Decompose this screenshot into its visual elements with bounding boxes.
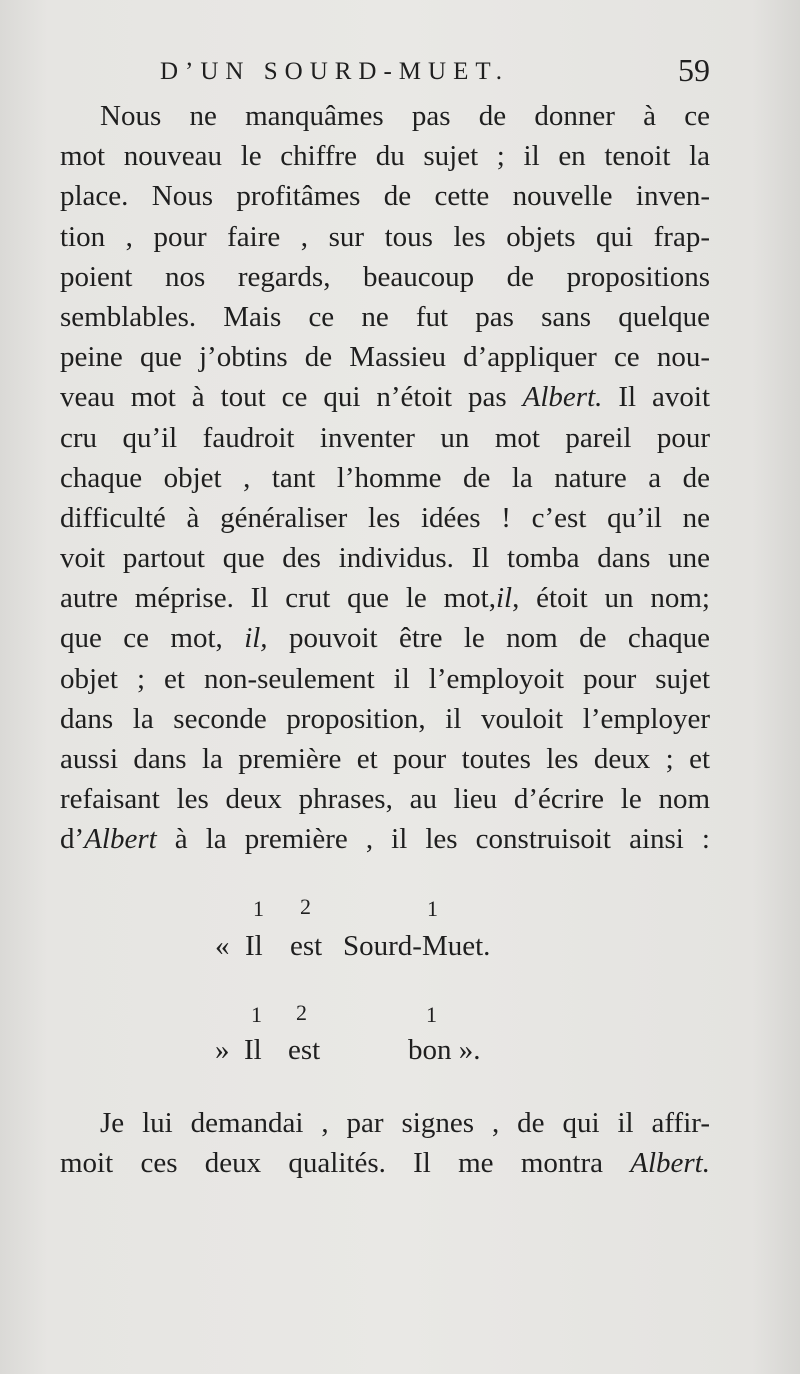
text-span: , étoit un nom; [512, 582, 710, 615]
text-line: cru qu’il faudroit inventer un mot pareil pour [60, 421, 710, 454]
text-line: peine que j’obtins de Massieu d’appliquer ce nou- [60, 341, 710, 374]
text-line [60, 819, 710, 859]
text-line [60, 1143, 710, 1183]
text-line: mot nouveau le chiffre du sujet ; il en tenoit la [60, 140, 710, 173]
paragraph-2 [60, 1103, 710, 1183]
example-word: bon ». [408, 1034, 481, 1066]
running-head [60, 52, 710, 92]
running-title: D’UN SOURD-MUET. [160, 58, 510, 85]
example-sentence-2 [60, 998, 710, 1078]
text-line [60, 578, 710, 618]
word-index: 1 [426, 1002, 437, 1027]
example-word: est [288, 1034, 321, 1066]
word-index: 1 [251, 1002, 262, 1027]
text-line: Nous ne manquâmes pas de donner à ce [100, 100, 710, 132]
text-line: objet ; et non-seulement il l’employoit pour sujet [60, 662, 710, 695]
example-word: Il [244, 1034, 262, 1066]
example-word: Il [245, 930, 263, 962]
page-number: 59 [678, 52, 710, 88]
close-quote: » [215, 1034, 230, 1066]
text-line: place. Nous profitâmes de cette nouvelle inven- [60, 180, 710, 213]
text-line: dans la seconde proposition, il vouloit l’employer [60, 702, 710, 735]
text-line: poient nos regards, beaucoup de propositions [60, 260, 710, 293]
text-line: voit partout que des individus. Il tomba dans une [60, 542, 710, 575]
italic-name: Albert. [630, 1147, 710, 1180]
text-span: pouvoit être le nom de chaque [288, 622, 711, 655]
text-line: difficulté à généraliser les idées ! c’est qu’il ne [60, 501, 710, 534]
word-index: 2 [296, 1000, 307, 1025]
text-line [60, 618, 710, 658]
italic-name: Albert [84, 823, 157, 856]
text-line: Je lui demandai , par signes , de qui il affir- [100, 1107, 710, 1139]
text-span: veau mot à tout ce qui n’étoit pas [60, 381, 507, 414]
text-line: tion , pour faire , sur tous les objets qui frap- [60, 220, 710, 253]
text-line: chaque objet , tant l’homme de la nature a de [60, 461, 710, 494]
paragraph-1 [60, 96, 710, 860]
text-span: autre méprise. Il crut que le mot, [60, 582, 496, 615]
text-line: refaisant les deux phrases, au lieu d’écrire le nom [60, 783, 710, 816]
italic-name: Albert. [522, 381, 603, 414]
italic-word: il, [244, 622, 268, 655]
example-word: est [290, 930, 323, 962]
text-span: d’ [60, 823, 85, 856]
word-index: 1 [253, 896, 264, 921]
italic-word: il [495, 582, 513, 615]
text-span: à la première , il les construisoit ainsi : [156, 823, 710, 856]
text-line [60, 377, 710, 417]
word-index: 1 [427, 896, 438, 921]
text-span: que ce mot, [60, 622, 223, 655]
example-word: Sourd-Muet. [343, 930, 491, 962]
text-line: aussi dans la première et pour toutes les deux ; et [60, 743, 710, 775]
example-sentence-1 [60, 890, 710, 970]
word-index: 2 [300, 894, 311, 919]
text-span: moit ces deux qualités. Il me montra [60, 1147, 603, 1180]
text-line: semblables. Mais ce ne fut pas sans quelque [60, 300, 710, 333]
open-quote: « [215, 930, 230, 962]
text-span: Il avoit [618, 381, 710, 414]
